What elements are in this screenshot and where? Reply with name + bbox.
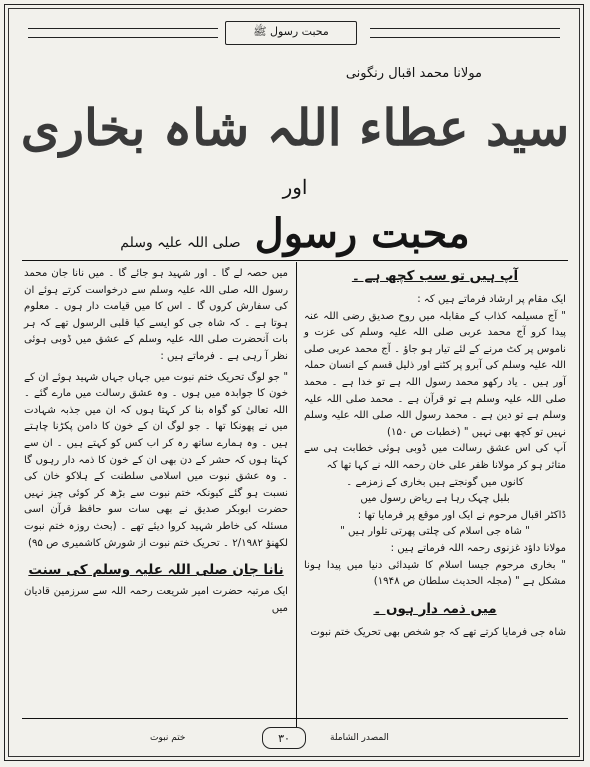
header-ornament-left [28, 28, 218, 38]
quote: " جو لوگ تحریک ختم نبوت میں جہاں جہاں شہید ہوئے ان کے خون کا جوابدہ میں ہوں ۔ وہ عشق رسالت میں مارے گئے ۔ اللہ تعالیٰ کو گواہ بنا کر کہتا ہوں کہ ان میں جذبہ شہادت میں نے پھونکا تھا ۔ جو لوگ ان کے خون کا دامن پکڑنا چاہتے ہیں ۔ وہ ہمارے ساتھ رہ کر اب کس کو کہتے ہیں ۔ ان سے کہتا ہوں کہ حشر کے دن بھی ان کے خون کا ذمہ دار رہوں گا ۔ وہ عشق نبوت میں اسلامی سلطنت کے ہلاکو خان کی نسبت ہو گئے کیونکہ ختم نبوت سے بڑھ کر کوئی چیز نہیں حضرت ابوبکر صدیق نے بھی سات سو حافظ قرآن اسی مسئلہ کی خاطر شہید کروا دیئے تھے ۔ (بحث روزہ ختم نبوت لکھنؤ ۲/۱۹۸۲ ۔ تحریک ختم نبوت از شورش کاشمیری ص ۹۵) [24, 371, 288, 549]
closing-line: شاہ جی فرمایا کرتے تھے کہ جو شخص بھی تحریک ختم نبوت [310, 626, 566, 638]
paragraph: ڈاکٹر اقبال مرحوم نے ایک اور موقع پر فرمایا تھا : [357, 509, 566, 521]
running-title: محبت رسول ﷺ [225, 21, 357, 45]
divider-bottom [22, 718, 568, 719]
footer-right-text: المصدر الشاملة [330, 733, 389, 743]
article-title: سید عطاء اللہ شاہ بخاری [20, 98, 570, 157]
column-divider [296, 262, 297, 732]
paragraph: ایک مقام پر ارشاد فرماتے ہیں کہ : [417, 294, 566, 305]
quote: " شاہ جی اسلام کی چلتی پھرتی تلوار ہیں " [340, 526, 530, 538]
paragraph: آپ کی اس عشق رسالت میں ڈوبی ہوئی خطابت ہی سے متاثر ہو کر مولانا ظفر علی خان رحمہ اللہ نے کہا تھا کہ [304, 443, 566, 471]
author-name: مولانا محمد اقبال رنگونی [345, 66, 482, 81]
paragraph: " آج مسیلمہ کذاب کے مقابلہ میں روح صدیق رضی اللہ عنہ پیدا کرو آج محمد عربی صلی اللہ علیہ وسلم کی عزت و ناموس پر کٹ مرنے کے لئے تیار ہو جاؤ ۔ آج محمد عربی صلی اللہ علیہ وسلم کی آبرو پر کٹنے اور ذلیل قسم کے انسان حملہ آور ہیں ۔ یاد رکھو محمد رسول اللہ ہے تو خدا ہے ۔ محمد صلی اللہ علیہ وسلم ہے تو قرآن ہے ۔ محمد صلی اللہ علیہ وسلم ہے تو دین ہے ۔ محمد رسول اللہ صلی اللہ علیہ وسلم نہیں تو کچھ بھی نہیں " (خطبات ص ۱۵۰) [304, 310, 566, 438]
article-subtitle [0, 210, 590, 257]
page-number: ۳۰ [262, 727, 306, 749]
left-column [24, 266, 288, 617]
left-heading: نانا جان صلی اللہ علیہ وسلم کی سنت [28, 562, 284, 579]
right-heading: آپ ہیں تو سب کچھ ہے ۔ [351, 268, 519, 284]
verse-line: بلبل چہک رہا ہے ریاض رسول میں [360, 493, 510, 505]
closing-line: ایک مرتبہ حضرت امیر شریعت رحمہ اللہ سے سرزمین قادیان میں [24, 586, 288, 614]
footer-left-text: ختم نبوت [150, 733, 186, 743]
verse-line: کانوں میں گونجتے ہیں بخاری کے زمزمے ۔ [346, 476, 524, 488]
header-ornament-right [370, 28, 560, 38]
quote: " بخاری مرحوم جیسا اسلام کا شیدائی دنیا میں پیدا ہونا مشکل ہے " (مجلہ الحدیث سلطان ص ۱۹۴۸) [304, 559, 566, 588]
right-column [304, 266, 566, 641]
title-connector: اور [282, 175, 308, 199]
paragraph: مولانا داؤد غزنوی رحمہ اللہ فرماتے ہیں : [390, 542, 566, 554]
paragraph: میں حصہ لے گا ۔ اور شہید ہو جائے گا ۔ میں نانا جان محمد رسول اللہ صلی اللہ علیہ وسلم سے درخواست کرتے ہوئے ان کی سفارش کروں گا ۔ اس کا میں قیامت دار ہوں ۔ معلوم ہوتا ہے ۔ کہ شاہ جی کو ایسے کیا قلبی الرسول تھے کہ ہر بات آنحضرت صلی اللہ علیہ وسلم کے عشق میں ڈوبی ہوئی نظر آ رہی ہے ۔ فرماتے ہیں : [24, 268, 288, 362]
right-heading-2: میں ذمہ دار ہوں ۔ [373, 600, 497, 617]
subtitle-text: محبت رسول [254, 210, 470, 257]
divider-top [22, 260, 568, 261]
honorific: صلی اللہ علیہ وسلم [120, 235, 241, 251]
